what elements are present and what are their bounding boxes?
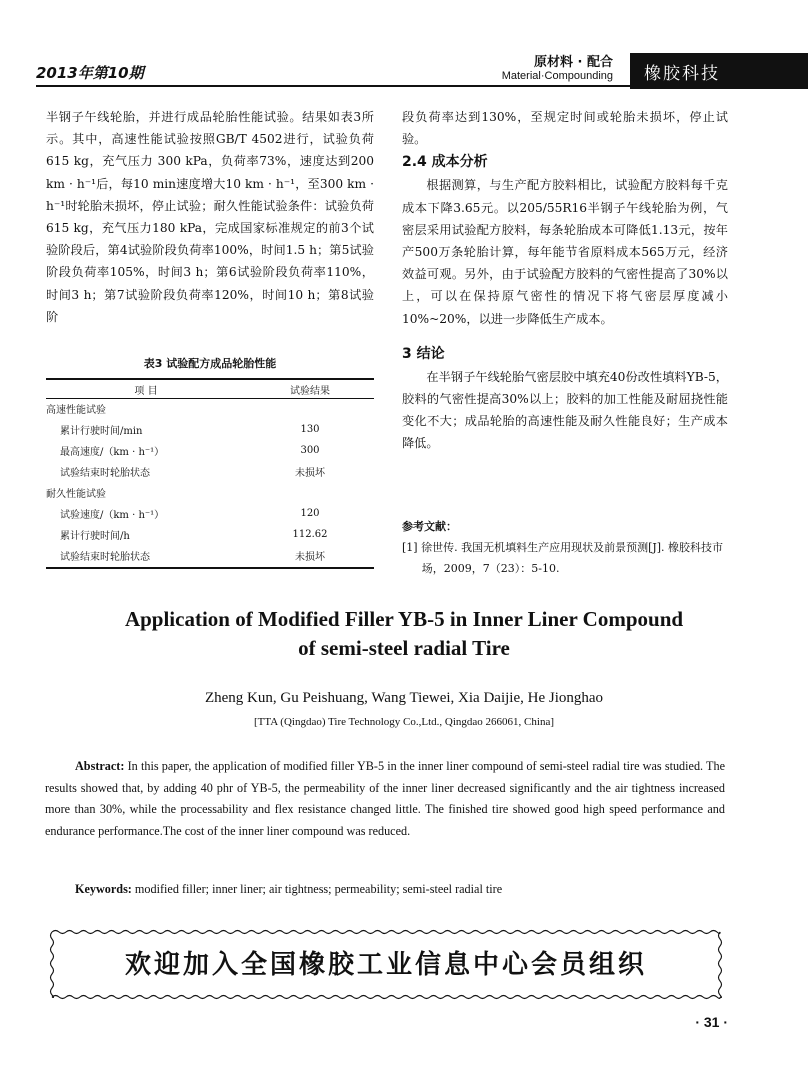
- header-rule: [36, 85, 630, 87]
- journal-badge: [630, 53, 808, 89]
- table-row: [46, 524, 374, 545]
- references-heading: 参考文献：: [402, 520, 457, 533]
- table-cell-item: 高速性能试验: [46, 405, 106, 416]
- journal-badge-text: 橡胶科技: [644, 63, 720, 84]
- right-column: [402, 106, 728, 455]
- english-authors: Zheng Kun, Gu Peishuang, Wang Tiewei, Xia Daijie, He Jionghao: [204, 690, 604, 706]
- table-row: [46, 440, 374, 461]
- table-cell-value: 未损坏: [295, 552, 325, 563]
- body-paragraph: 段负荷率达到130%，至规定时间或轮胎未损坏，停止试验。: [402, 110, 728, 147]
- body-paragraph: 半钢子午线轮胎，并进行成品轮胎性能试验。结果如表3所示。其中，高速性能试验按照GB/T 4502进行，试验负荷 615 kg，充气压力 300 kPa，负荷率73%，速度达到200 km · h⁻¹后，每10 min速度增大10 km · h⁻¹，至300 km · h⁻¹时轮胎未损坏，停止试验；耐久性能试验条件：试验负荷 615 kg，充气压力180 kPa，完成国家标准规定的前3个试验阶段后，第4试验阶段负荷率100%，时间1.5 h；第5试验阶段负荷率105%，时间3 h；第6试验阶段负荷率110%，时间3 h；第7试验阶段负荷率120%，时间10 h；第8试验阶: [46, 110, 374, 324]
- table-row: [46, 503, 374, 524]
- table-header-result: 试验结果: [290, 385, 330, 397]
- table-row: [46, 482, 374, 503]
- table-cell-value: 120: [300, 508, 320, 519]
- journal-issue: 2013年第10期: [36, 64, 144, 82]
- table-cell-value: 112.62: [292, 529, 328, 540]
- section-heading-3: 3 结论: [402, 345, 445, 362]
- table-cell-value: 130: [300, 424, 320, 435]
- section-name-cn: 原材料 · 配合: [534, 55, 613, 70]
- table-row: [46, 398, 374, 419]
- table-cell-item: 试验结束时轮胎状态: [60, 552, 150, 563]
- spacer: [402, 330, 728, 342]
- abstract-label: Abstract:: [75, 759, 125, 773]
- table-header-row: [46, 380, 374, 398]
- table-cell-item: 试验结束时轮胎状态: [60, 468, 150, 479]
- page-number: · 31 ·: [695, 1014, 728, 1030]
- english-keywords: [75, 882, 725, 897]
- table-cell-item: 最高速度/（km · h⁻¹）: [60, 447, 165, 458]
- references: [402, 516, 728, 579]
- abstract-text: In this paper, the application of modified filler YB-5 in the inner liner compound of semi-steel radial tire was studied. The results showed that, by adding 40 phr of YB-5, the permeability of the inner liner decreased significantly and the air tightness increased more than 30%, while the processability and flex resistance changed little. The finished tire showed good high speed performance and endurance performance.The cost of the inner liner compound was reduced.: [45, 759, 725, 838]
- english-title-line: of semi-steel radial Tire: [298, 636, 510, 660]
- table-caption: 表3 试验配方成品轮胎性能: [143, 357, 277, 370]
- body-paragraph: 根据测算，与生产配方胶料相比，试验配方胶料每千克成本下降3.65元。以205/55R16半钢子午线轮胎为例，气密层采用试验配方胶料，每条轮胎成本可降低1.13元，按年产500万条轮胎计算，每年能节省原料成本565万元，经济效益可观。另外，由于试验配方胶料的气密性提高了30%以上，可以在保持原气密性的情况下将气密层厚度减小10%~20%，以进一步降低生产成本。: [402, 178, 728, 326]
- results-table: [46, 380, 374, 566]
- table-cell-value: 未损坏: [295, 468, 325, 479]
- table-cell-value: 300: [300, 445, 320, 456]
- table-row: [46, 419, 374, 440]
- body-paragraph: 在半钢子午线轮胎气密层胶中填充40份改性填料YB-5，胶料的气密性提高30%以上；胶料的加工性能及耐屈挠性能变化不大；成品轮胎的高速性能及耐久性能良好；生产成本降低。: [402, 369, 728, 451]
- english-abstract: [45, 756, 725, 842]
- section-name-en: Material·Compounding: [501, 70, 613, 82]
- table-cell-item: 累计行驶时间/min: [60, 426, 143, 437]
- left-column: [46, 106, 374, 328]
- table-body: [46, 398, 374, 566]
- banner-wave-top: [52, 931, 720, 934]
- table-cell-item: 累计行驶时间/h: [60, 531, 130, 542]
- reference-item: [1] 徐世传. 我国无机填料生产应用现状及前景预测[J]. 橡胶科技市场，2009，7（23）：5-10.: [402, 541, 724, 575]
- banner-wave-bottom: [52, 996, 720, 999]
- banner-text: 欢迎加入全国橡胶工业信息中心会员组织: [124, 950, 647, 980]
- english-title: [40, 605, 768, 663]
- keywords-label: Keywords:: [75, 882, 132, 896]
- table-bottom-rule: [46, 567, 374, 569]
- table-header-item: 项 目: [134, 385, 158, 397]
- keywords-text: modified filler; inner liner; air tightness; permeability; semi-steel radial tire: [134, 882, 503, 896]
- table-row: [46, 461, 374, 482]
- english-title-line: Application of Modified Filler YB-5 in Inner Liner Compound: [124, 607, 684, 631]
- table-cell-item: 试验速度/（km · h⁻¹）: [60, 510, 165, 521]
- section-heading-2-4: 2.4 成本分析: [402, 154, 488, 171]
- english-affiliation: [TTA (Qingdao) Tire Technology Co.,Ltd., Qingdao 266061, China]: [253, 716, 554, 728]
- table-cell-item: 耐久性能试验: [46, 489, 106, 500]
- table-row: [46, 545, 374, 566]
